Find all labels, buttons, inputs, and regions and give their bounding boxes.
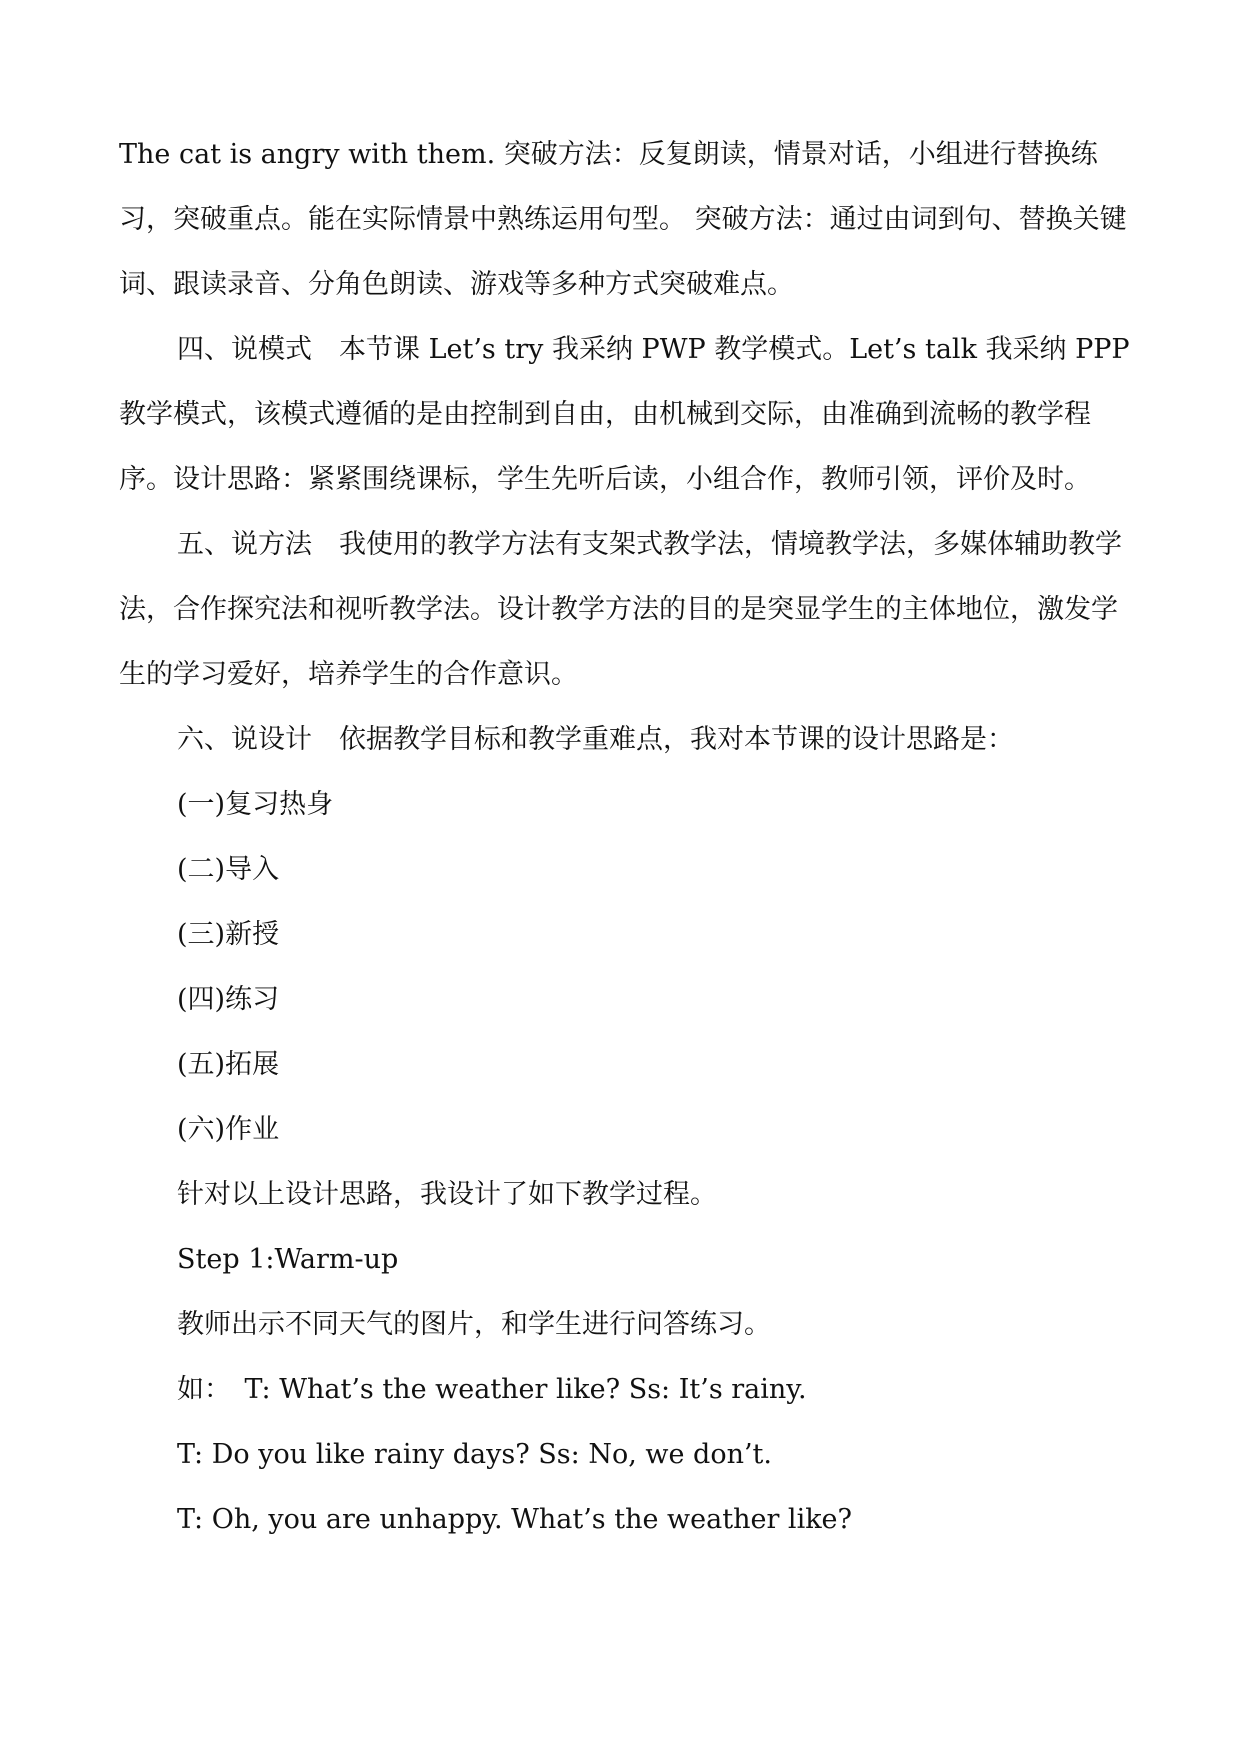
document-body xyxy=(119,122,1139,1552)
design-step-2: (二)导入 xyxy=(177,854,280,885)
design-step-4: (四)练习 xyxy=(177,984,280,1015)
paragraph-section-4-mode: 四、说模式 本节课 Let’s try 我采纳 PWP 教学模式。Let’s talk 我采纳 PPP 教学模式，该模式遵循的是由控制到自由，由机械到交际，由准确到流畅的教学程序。设计思路：紧紧围绕课标，学生先听后读，小组合作，教师引领，评价及时。 xyxy=(119,334,1130,495)
dialogue-line-2: T: Do you like rainy days? Ss: No, we don’t. xyxy=(177,1439,772,1470)
process-intro: 针对以上设计思路，我设计了如下教学过程。 xyxy=(177,1179,717,1210)
design-step-6: (六)作业 xyxy=(177,1114,280,1145)
dialogue-line-3: T: Oh, you are unhappy. What’s the weather like? xyxy=(177,1504,853,1535)
design-step-3: (三)新授 xyxy=(177,919,280,950)
design-step-1: (一)复习热身 xyxy=(177,789,334,820)
paragraph-section-5-method: 五、说方法 我使用的教学方法有支架式教学法，情境教学法，多媒体辅助教学法，合作探究法和视听教学法。设计教学方法的目的是突显学生的主体地位，激发学生的学习爱好，培养学生的合作意识。 xyxy=(119,529,1122,690)
step-1-description: 教师出示不同天气的图片，和学生进行问答练习。 xyxy=(177,1309,771,1340)
paragraph-intro-continuation: The cat is angry with them. 突破方法：反复朗读，情景对话，小组进行替换练习，突破重点。能在实际情景中熟练运用句型。 突破方法：通过由词到句、替换关键词、跟读录音、分角色朗读、游戏等多种方式突破难点。 xyxy=(119,139,1127,300)
dialogue-line-1: 如： T: What’s the weather like? Ss: It’s rainy. xyxy=(177,1374,807,1405)
section-6-design-heading: 六、说设计 依据教学目标和教学重难点，我对本节课的设计思路是： xyxy=(177,724,1014,755)
step-1-title: Step 1:Warm-up xyxy=(177,1244,399,1275)
design-step-5: (五)拓展 xyxy=(177,1049,280,1080)
